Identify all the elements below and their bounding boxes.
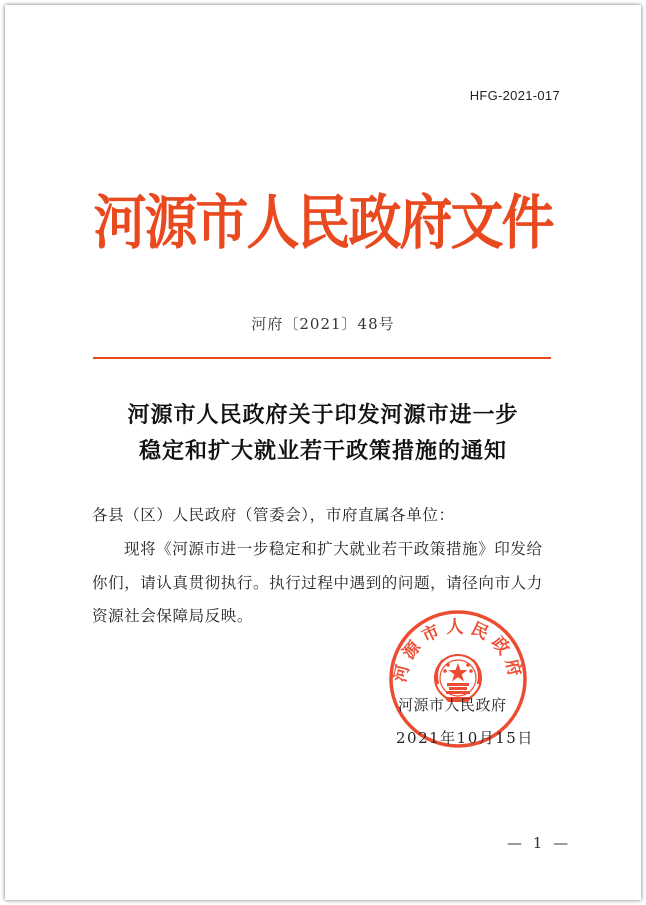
document-date: 2021年10月15日 xyxy=(396,729,534,747)
red-divider xyxy=(93,357,551,359)
body-line-1: 现将《河源市进一步稳定和扩大就业若干政策措施》印发给 xyxy=(124,540,543,558)
document-title-line-1: 河源市人民政府关于印发河源市进一步 xyxy=(127,402,519,428)
seal-text: 河源市人民政府 xyxy=(390,617,526,685)
page-number: — 1 — xyxy=(507,834,572,852)
document-code: HFG-2021-017 xyxy=(469,88,560,103)
document-title-line-2: 稳定和扩大就业若干政策措施的通知 xyxy=(138,438,507,464)
document-header: 河源市人民政府文件 xyxy=(93,188,553,258)
signer-name: 河源市人民政府 xyxy=(398,696,507,714)
body-line-2: 你们，请认真贯彻执行。执行过程中遇到的问题，请径向市人力 xyxy=(92,574,543,592)
document-number: 河府〔2021〕48号 xyxy=(251,315,395,333)
addressee-line: 各县（区）人民政府（管委会），市府直属各单位： xyxy=(92,506,455,524)
body-line-3: 资源社会保障局反映。 xyxy=(92,607,254,625)
